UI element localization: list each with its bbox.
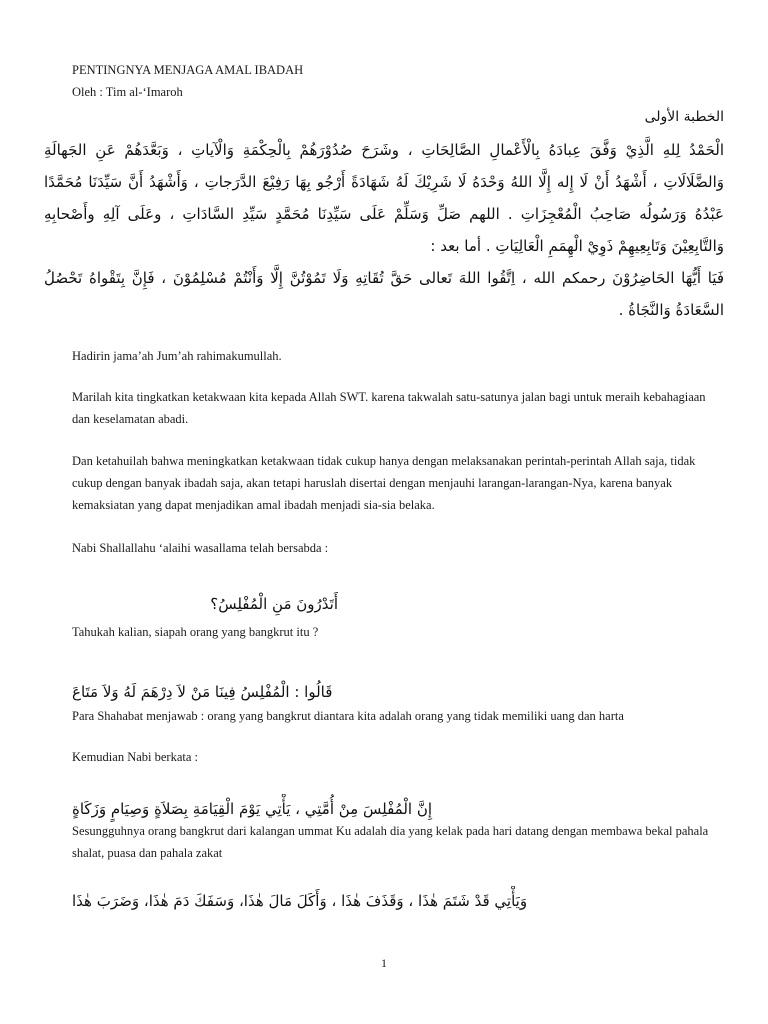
opening-praise-arabic: الْحَمْدُ لِلهِ الَّذِيْ وَفَّقَ عِبادَهُ بِالْأَعْمالِ الصَّالِحَاتِ ، وشَرَحَ صُدُوْرَهُمْ بِالْحِكْمَةِ وَالْآياتِ ، وَبَعَّدَهُمْ عَنِ الجَهالَةِ وَالضَّلَالَاتِ ، أَشْهَدُ أَنْ لَا إِله إِلَّا اللهُ وَحْدَهُ لَا شَرِيْكَ لَهُ شَهَادَةً أَرْجُو بِهَا رَفِيْعَ الدَّرَجاتِ ، وَأَشْهَدُ أَنَّ سَيِّدَنَا مُحَمَّدًا عَبْدُهُ وَرَسُولُه صَاحِبُ الْمُعْجِزَاتِ . اللهم صَلِّ وَسَلِّمْ عَلَى سَيِّدِنَا مُحَمَّدٍ سَيِّدِ السَّادَاتِ ، وعَلَى آلِهِ وأَصْحابِهِ وَالتَّابِعِيْنَ وَتَابِعِيهِمْ ذَوِيْ الْهِمَمِ الْعَالِيَاتِ . أما بعد : xyxy=(44,141,724,255)
page-number: 1 xyxy=(381,956,387,970)
prophet-answer-arabic-text: إِنَّ الْمُفْلِسَ مِنْ أُمَّتِي ، يَأْتِي يَوْمَ الْقِيَامَةِ بِصَلاَةٍ وَصِيَامٍ وَزَكَاةٍ xyxy=(72,800,433,818)
companions-answer-arabic-text: قَالُوا : الْمُفْلِسُ فِينَا مَنْ لاَ دِرْهَمَ لَهُ وَلاَ مَتَاعَ xyxy=(72,683,333,701)
hadith-question-translation: Tahukah kalian, siapah orang yang bangkrut itu ? xyxy=(72,625,319,639)
continuation-arabic-text: وَيَأْتِي قَدْ شَتَمَ هٰذَا ، وَقَذَفَ هٰذَا ، وَأَكَلَ مَالَ هٰذَا، وَسَفَكَ دَمَ هٰذَا، وَضَرَبَ هٰذَا xyxy=(72,892,528,910)
hadith-intro: Nabi Shallallahu ‘alaihi wasallama telah bersabda : xyxy=(72,541,329,555)
companions-answer-translation: Para Shahabat menjawab : orang yang bangkrut diantara kita adalah orang yang tidak memiliki uang dan harta xyxy=(72,709,624,723)
continuation-arabic xyxy=(72,886,724,916)
khutbah-heading: الخطبة الأولى xyxy=(644,109,724,125)
greeting: Hadirin jama’ah Jum’ah rahimakumullah. xyxy=(72,349,282,363)
author-line: Oleh : Tim al-‘Imaroh xyxy=(72,85,183,99)
paragraph-2: Dan ketahuilah bahwa meningkatkan ketakwaan tidak cukup hanya dengan melaksanakan perintah-perintah Allah saja, tidak cukup dengan banyak ibadah saja, akan tetapi haruslah disertai dengan menjauhi larangan-larangan-Nya, karena banyak kemaksiatan yang dapat menjadikan amal ibadah menjadi sia-sia belaka. xyxy=(72,454,696,512)
prophet-answer-translation: Sesungguhnya orang bangkrut dari kalangan ummat Ku adalah dia yang kelak pada hari datang dengan membawa bekal pahala shalat, puasa dan pahala zakat xyxy=(72,824,709,860)
document-title: PENTINGNYA MENJAGA AMAL IBADAH xyxy=(72,63,304,77)
hadith-question-arabic: أَتَدْرُونَ مَنِ الْمُفْلِسُ؟ xyxy=(210,595,338,613)
prophet-continues: Kemudian Nabi berkata : xyxy=(72,750,198,764)
paragraph-1: Marilah kita tingkatkan ketakwaan kita kepada Allah SWT. karena takwalah satu-satunya jalan bagi untuk meraih kebahagiaan dan keselamatan abadi. xyxy=(72,390,706,426)
companions-answer-arabic xyxy=(72,677,724,707)
address-arabic: فَيَا أَيُّهَا الحَاضِرُوْنَ رحمكم الله ، اِتَّقُوا اللهَ تَعالى حَقَّ تُقَاتِهِ وَلَا تَمُوْتُنَّ إِلَّا وَأَنْتُمْ مُسْلِمُوْنَ ، فَإِنَّ بِتَقْواهُ تَحْصُلُ السَّعَادَةُ وَالنَّجَاةُ . xyxy=(44,269,724,319)
